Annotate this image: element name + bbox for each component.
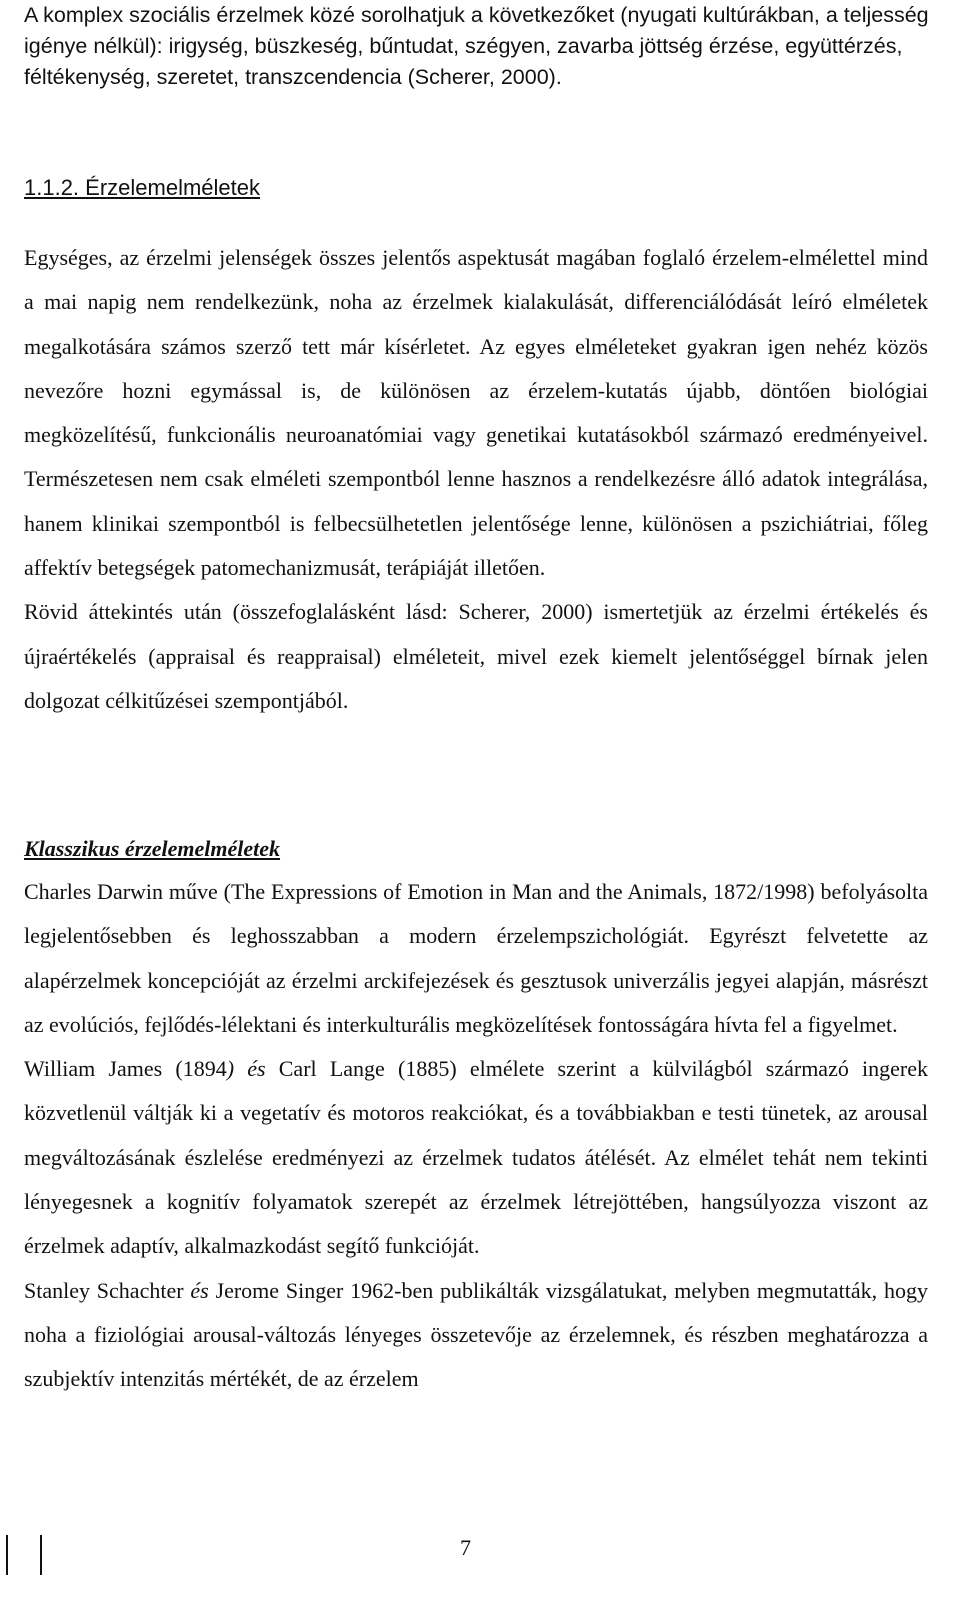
darwin-paragraph: Charles Darwin műve (The Expressions of Emotion in Man and the Animals, 1872/1998) befolyásolta legjelentősebben és leghosszabban a modern érzelempszichológiát. Egyrészt felvetette az alapérzelmek koncepcióját az érzelmi arckifejezések és gesztusok univerzális jegyei alapján, másrészt az evolúciós, fejlődés-lélektani és interkulturális megközelítések fontosságára hívta fel a figyelmet. xyxy=(24,879,928,1037)
classic-theories-heading: Klasszikus érzelemelméletek xyxy=(24,836,281,861)
schachter-singer-text-2: Jerome Singer 1962-ben publikálták vizsgálatukat, melyben megmutatták, hogy noha a fiziológiai arousal-változás lényeges összetevője az érzelemnek, és részben meghatározza a szubjektív intenzitás mértékét, de az érzelem xyxy=(24,1277,928,1392)
schachter-singer-text-1: Stanley Schachter xyxy=(24,1277,191,1303)
theories-paragraph-1: Egységes, az érzelmi jelenségek összes jelentős aspektusát magában foglaló érzelem-elmélettel mind a mai napig nem rendelkezünk, noha az érzelmek kialakulását, differenciálódását leíró elméletek megalkotására számos szerző tett már kísérletet. Az egyes elméleteket gyakran igen nehéz közös nevezőre hozni egymással is, de különösen az érzelem-kutatás újabb, döntően biológiai megközelítésű, funkcionális neuroanatómiai vagy genetikai kutatásokból származó eredményeivel. Természetesen nem csak elméleti szempontból lenne hasznos a rendelkezésre álló adatok integrálása, hanem klinikai szempontból is felbecsülhetetlen jelentősége lenne, különösen a pszichiátriai, főleg affektív betegségek patomechanizmusát, terápiáját illetően. xyxy=(24,245,928,581)
schachter-singer-paragraph xyxy=(24,1269,928,1402)
change-bar-right xyxy=(40,1535,42,1575)
page-number: 7 xyxy=(460,1535,471,1560)
schachter-singer-conjunction: és xyxy=(190,1277,209,1303)
classic-theories-section xyxy=(24,870,928,1402)
theories-section xyxy=(24,236,928,723)
james-lange-text-2: Carl Lange (1885) elmélete szerint a külvilágból származó ingerek közvetlenül váltják ki a vegetatív és motoros reakciókat, és a továbbiakban e testi tünetek, az arousal megváltozásának észlelése eredményezi az érzelmek tudatos átélését. Az elmélet tehát nem tekinti lényegesnek a kognitív folyamatok szerepét az érzelmek létrejöttében, hangsúlyozza viszont az érzelmek adaptív, alkalmazkodást segítő funkcióját. xyxy=(24,1056,928,1259)
theories-paragraph-2: Rövid áttekintés után (összefoglalásként lásd: Scherer, 2000) ismertetjük az érzelmi értékelés és újraértékelés (appraisal és reappraisal) elméleteit, mivel ezek kiemelt jelentőséggel bírnak jelen dolgozat célkitűzései szempontjából. xyxy=(24,599,928,713)
james-lange-paragraph xyxy=(24,1047,928,1268)
james-lange-conjunction: ) és xyxy=(226,1056,266,1082)
change-bar-left xyxy=(6,1535,8,1575)
section-heading: 1.1.2. Érzelemelméletek xyxy=(24,175,260,200)
page-footer xyxy=(0,1525,960,1585)
james-lange-text-1: William James (1894 xyxy=(24,1056,227,1082)
intro-paragraph: A komplex szociális érzelmek közé sorolhatjuk a következőket (nyugati kultúrákban, a teljesség igénye nélkül): irigység, büszkeség, bűntudat, szégyen, zavarba jöttség érzése, együttérzés, féltékenység, szeretet, transzcendencia (Scherer, 2000). xyxy=(24,3,929,89)
